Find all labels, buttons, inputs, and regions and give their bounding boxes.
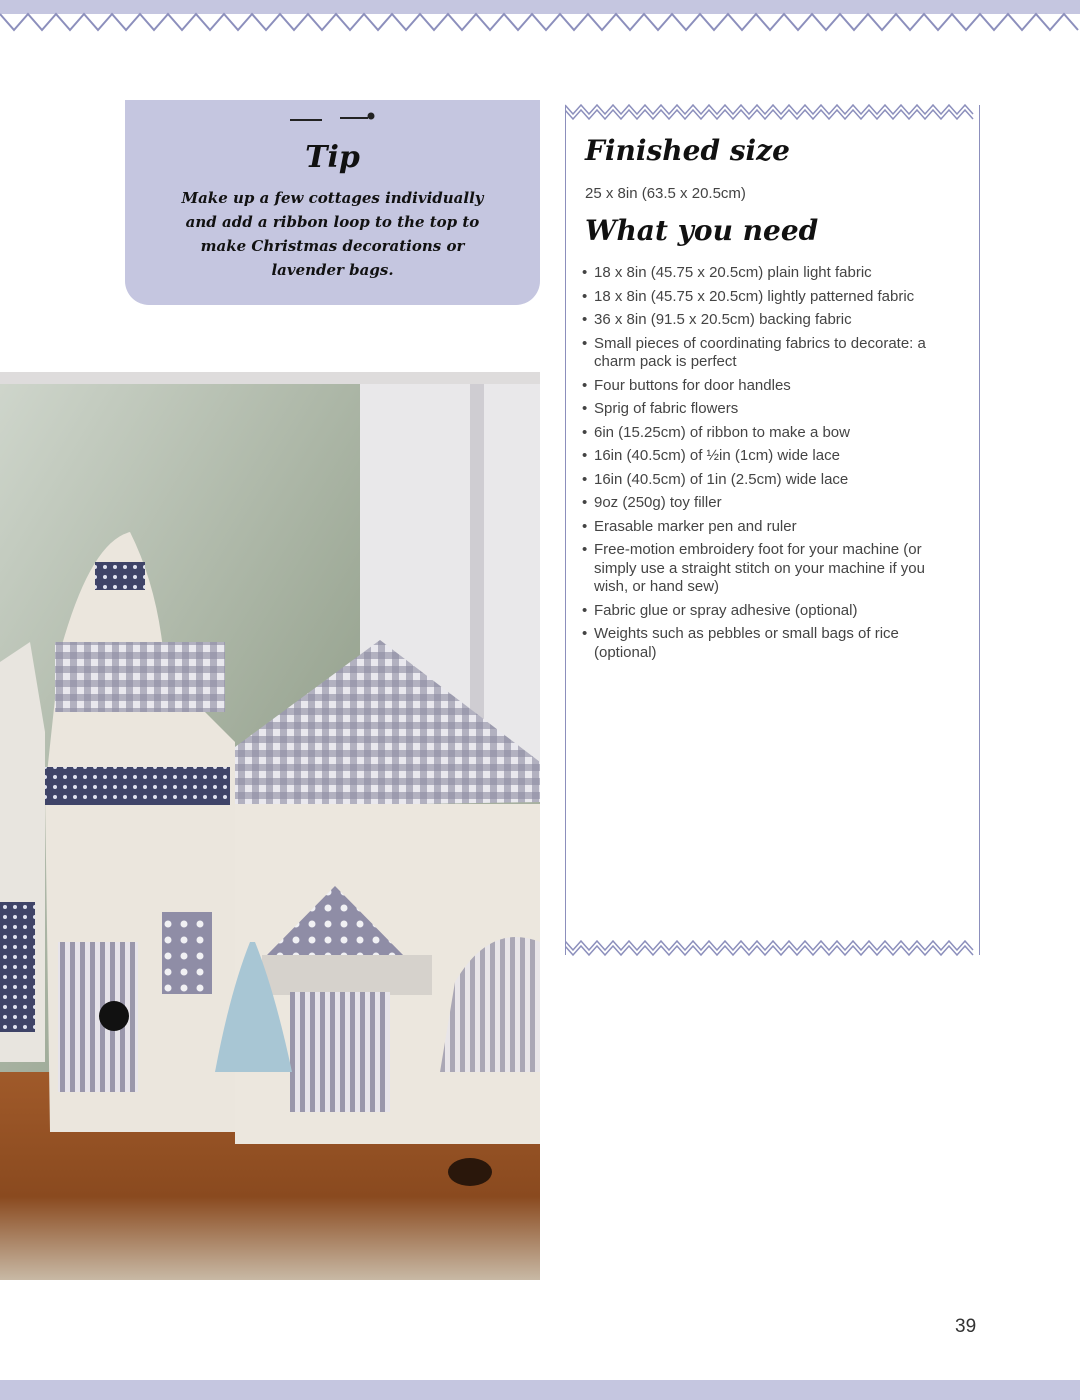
list-item: • 18 x 8in (45.75 x 20.5cm) plain light fabric xyxy=(582,264,962,283)
list-item: • Four buttons for door handles xyxy=(582,377,962,396)
list-item: • Free-motion embroidery foot for your machine (or simply use a straight stitch on your machine if you wish, or hand sew) xyxy=(582,541,962,597)
page-number: 39 xyxy=(955,1316,977,1337)
bottom-band xyxy=(0,1380,1080,1400)
list-item: • 18 x 8in (45.75 x 20.5cm) lightly patterned fabric xyxy=(582,288,962,307)
tip-title: Tip xyxy=(305,140,360,175)
panel-zigzag-top xyxy=(565,102,980,122)
list-item: • Sprig of fabric flowers xyxy=(582,400,962,419)
fabric-cottages-photo xyxy=(0,372,540,1280)
list-item: • 36 x 8in (91.5 x 20.5cm) backing fabric xyxy=(582,311,962,330)
list-item: • Small pieces of coordinating fabrics to decorate: a charm pack is perfect xyxy=(582,335,962,372)
list-item: • 16in (40.5cm) of 1in (2.5cm) wide lace xyxy=(582,471,962,490)
list-item: • 9oz (250g) toy filler xyxy=(582,494,962,513)
list-item: • Fabric glue or spray adhesive (optional) xyxy=(582,602,962,621)
tip-text: Make up a few cottages individually and add a ribbon loop to the top to make Christmas decorations or lavender bags. xyxy=(181,189,484,279)
list-item: • Weights such as pebbles or small bags of rice (optional) xyxy=(582,625,962,662)
list-item: • 16in (40.5cm) of ½in (1cm) wide lace xyxy=(582,447,962,466)
what-you-need-heading: What you need xyxy=(585,214,819,247)
materials-list xyxy=(582,264,962,667)
needle-thread-icon xyxy=(288,108,378,128)
list-item: • 6in (15.25cm) of ribbon to make a bow xyxy=(582,424,962,443)
finished-size-heading: Finished size xyxy=(585,134,790,167)
panel-zigzag-bottom xyxy=(565,938,980,958)
list-item: • Erasable marker pen and ruler xyxy=(582,518,962,537)
top-zigzag-border xyxy=(0,0,1080,40)
finished-size-value: 25 x 8in (63.5 x 20.5cm) xyxy=(585,185,746,202)
